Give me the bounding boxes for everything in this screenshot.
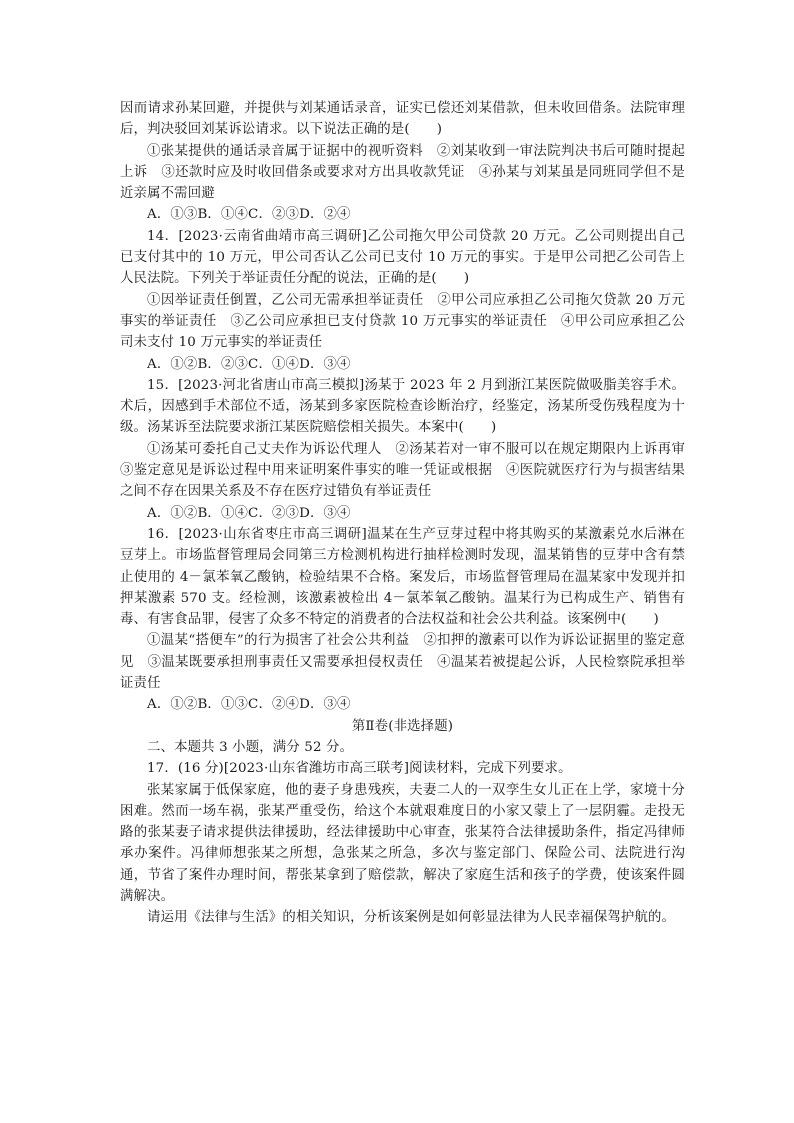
q15-options: A．①②B．①④C．②③D．③④ bbox=[147, 505, 351, 521]
q17-material: 张某家属于低保家庭，他的妻子身患残疾，夫妻二人的一双孪生女儿正在上学，家境十分困难。然而一场车祸，张某严重受伤，给这个本就艰难度日的小家又蒙上了一层阴霾。走投无路的张某妻子请求提供法律援助，经法律援助中心审查，张某符合法律援助条件，指定冯律师承办案件。冯律师想张某之所想，急张某之所急，多次与鉴定部门、保险公司、法院进行沟通，节省了案件办理时间，帮张某拿到了赔偿款，解决了家庭生活和孩子的学费，使该案件圆满解决。 bbox=[120, 782, 685, 904]
part2-title: 第Ⅱ卷(非选择题) bbox=[351, 718, 454, 734]
q16-statements: ①温某“搭便车”的行为损害了社会公共利益 ②扣押的激素可以作为诉讼证据里的鉴定意见 ③温某既要承担刑事责任又需要承担侵权责任 ④温某若被提起公诉，人民检察院承担举证责任 bbox=[120, 633, 685, 692]
q13-options: A．①③B．①④C．②③D．②④ bbox=[147, 207, 351, 223]
document-page bbox=[120, 98, 699, 929]
q15-stem: 15．[2023·河北省唐山市高三模拟]汤某于 2023 年 2 月到浙江某医院做吸脂美容手术。术后，因感到手术部位不适，汤某到多家医院检查诊断治疗，经鉴定，汤某所受伤残程度为十级。汤某诉至法院要求浙江某医院赔偿相关损失。本案中( ) bbox=[120, 377, 685, 436]
q14-stem: 14．[2023·云南省曲靖市高三调研]乙公司拖欠甲公司贷款 20 万元。乙公司则提出自己已支付其中的 10 万元，甲公司否认乙公司已支付 10 万元的事实。于是甲公司把乙公司告上人民法院。下列关于举证责任分配的说法，正确的是( ) bbox=[120, 228, 685, 287]
q13-stem-tail: 因而请求孙某回避，并提供与刘某通话录音，证实已偿还刘某借款，但未收回借条。法院审理后，判决驳回刘某诉讼请求。以下说法正确的是( ) bbox=[120, 101, 685, 138]
q17-task: 请运用《法律与生活》的相关知识，分析该案例是如何彰显法律为人民幸福保驾护航的。 bbox=[147, 910, 676, 926]
q14-options: A．①②B．②③C．①④D．③④ bbox=[147, 356, 351, 372]
q13-statements: ①张某提供的通话录音属于证据中的视听资料 ②刘某收到一审法院判决书后可随时提起上诉 ③还款时应及时收回借条或要求对方出具收款凭证 ④孙某与刘某虽是同班同学但不是近亲属不需回避 bbox=[120, 143, 685, 202]
q14-statements: ①因举证责任倒置，乙公司无需承担举证责任 ②甲公司应承担乙公司拖欠贷款 20 万元事实的举证责任 ③乙公司应承担已支付贷款 10 万元事实的举证责任 ④甲公司应承担乙公司未支付 10 万元事实的举证责任 bbox=[120, 292, 685, 351]
q16-options: A．①②B．①③C．②④D．③④ bbox=[147, 697, 351, 713]
part2-intro: 二、本题共 3 小题，满分 52 分。 bbox=[147, 739, 354, 755]
q15-statements: ①汤某可委托自己丈夫作为诉讼代理人 ②汤某若对一审不服可以在规定期限内上诉再审 ③鉴定意见是诉讼过程中用来证明案件事实的唯一凭证或根据 ④医院就医疗行为与损害结果之间不存在因果关系及不存在医疗过错负有举证责任 bbox=[120, 441, 699, 500]
q16-stem: 16．[2023·山东省枣庄市高三调研]温某在生产豆芽过程中将其购买的某激素兑水后淋在豆芽上。市场监督管理局会同第三方检测机构进行抽样检测时发现，温某销售的豆芽中含有禁止使用的 4－氯苯氧乙酸钠，检验结果不合格。案发后，市场监督管理局在温某家中发现并扣押某激素 570 支。经检测，该激素被检出 4－氯苯氧乙酸钠。温某行为已构成生产、销售有毒、有害食品罪，侵害了众多不特定的消费者的合法权益和社会公共利益。该案例中( ) bbox=[120, 526, 685, 628]
q17-stem: 17．(16 分)[2023·山东省潍坊市高三联考]阅读材料，完成下列要求。 bbox=[147, 761, 572, 777]
